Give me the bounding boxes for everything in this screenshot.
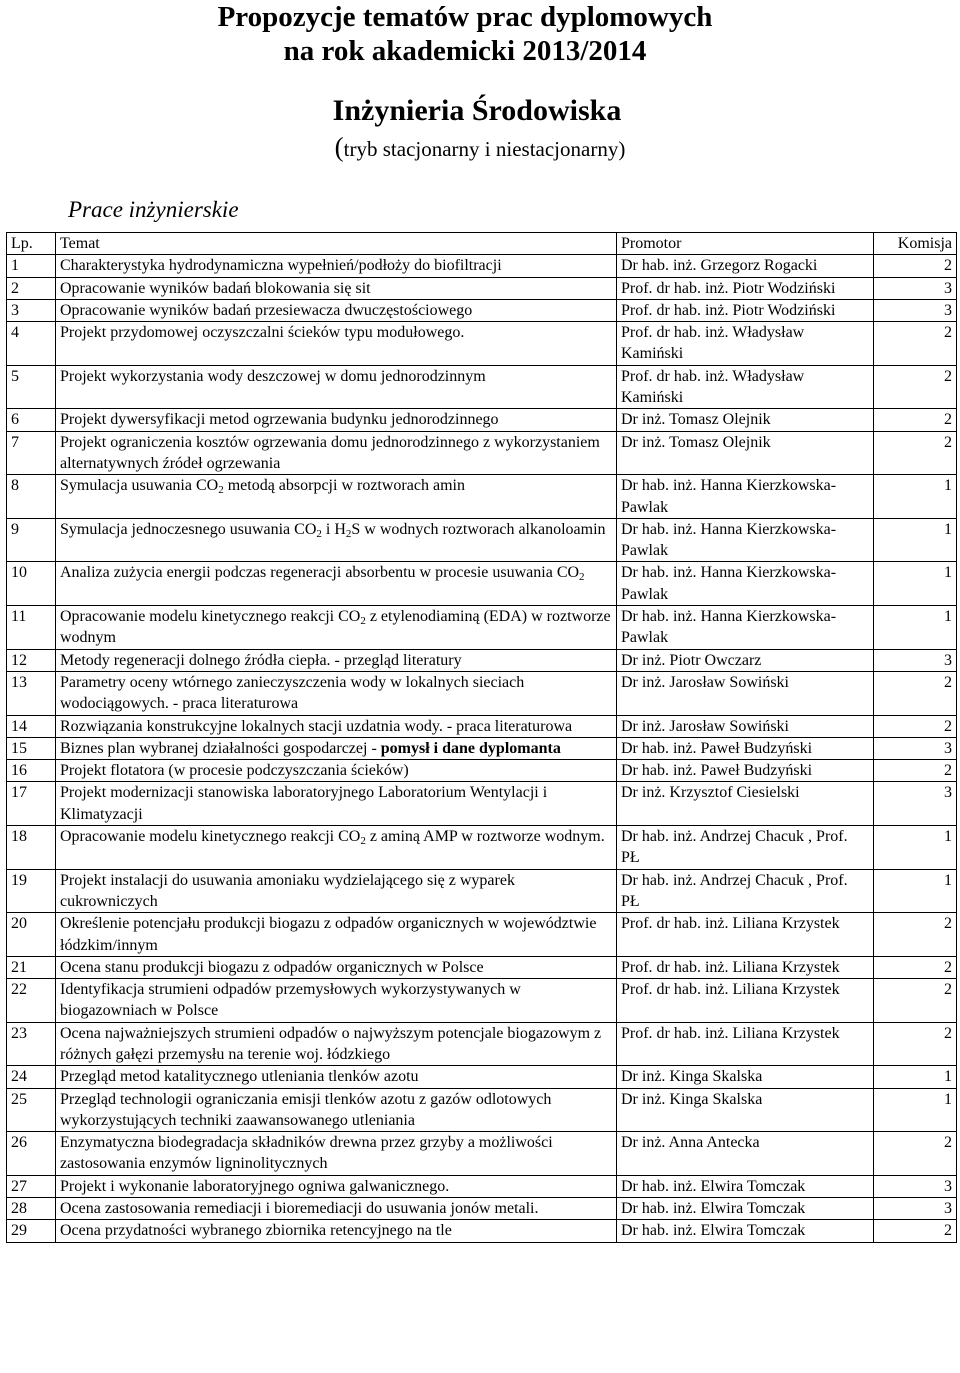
row-commission: 2 <box>874 1022 957 1066</box>
row-promotor: Prof. dr hab. inż. Piotr Wodziński <box>617 277 874 299</box>
row-commission: 1 <box>874 475 957 519</box>
row-lp: 22 <box>7 979 56 1023</box>
row-topic <box>56 562 617 606</box>
study-mode-paren: ( <box>334 132 344 162</box>
row-commission: 2 <box>874 913 957 957</box>
table-row <box>7 1066 957 1088</box>
row-lp: 19 <box>7 869 56 913</box>
row-topic: Przegląd metod katalitycznego utleniania tlenków azotu <box>56 1066 617 1088</box>
table-row <box>7 715 957 737</box>
table-row <box>7 1132 957 1176</box>
topic-part: metodą absorpcji w roztworach amin <box>223 477 465 495</box>
header-promotor: Promotor <box>617 233 874 255</box>
row-promotor: Prof. dr hab. inż. Liliana Krzystek <box>617 979 874 1023</box>
row-promotor: Prof. dr hab. inż. Liliana Krzystek <box>617 913 874 957</box>
subscript-2: 2 <box>360 835 366 848</box>
row-topic: Metody regeneracji dolnego źródła ciepła. - przegląd literatury <box>56 649 617 671</box>
table-row <box>7 826 957 870</box>
row-topic: Projekt flotatora (w procesie podczyszczania ścieków) <box>56 760 617 782</box>
row-promotor: Dr hab. inż. Elwira Tomczak <box>617 1175 874 1197</box>
topic-part: Opracowanie modelu kinetycznego reakcji CO <box>60 608 361 626</box>
topic-part: i H <box>321 520 346 538</box>
row-promotor: Prof. dr hab. inż. Piotr Wodziński <box>617 299 874 321</box>
row-lp: 25 <box>7 1088 56 1132</box>
row-promotor: Prof. dr hab. inż. Władysław Kamiński <box>617 322 874 366</box>
row-promotor: Dr inż. Jarosław Sowiński <box>617 715 874 737</box>
table-row <box>7 409 957 431</box>
row-commission: 1 <box>874 1088 957 1132</box>
row-commission: 3 <box>874 1175 957 1197</box>
row-lp: 12 <box>7 649 56 671</box>
row-promotor: Dr hab. inż. Paweł Budzyński <box>617 760 874 782</box>
table-row <box>7 1198 957 1220</box>
row-lp: 18 <box>7 826 56 870</box>
header-topic: Temat <box>56 233 617 255</box>
row-commission: 3 <box>874 737 957 759</box>
row-promotor: Dr hab. inż. Andrzej Chacuk , Prof. PŁ <box>617 826 874 870</box>
row-topic <box>56 826 617 870</box>
table-row <box>7 431 957 475</box>
row-promotor: Prof. dr hab. inż. Władysław Kamiński <box>617 365 874 409</box>
row-promotor: Dr hab. inż. Andrzej Chacuk , Prof. PŁ <box>617 869 874 913</box>
row-lp: 24 <box>7 1066 56 1088</box>
subscript-2: 2 <box>316 527 322 540</box>
row-topic <box>56 518 617 562</box>
row-promotor: Prof. dr hab. inż. Liliana Krzystek <box>617 956 874 978</box>
row-topic: Określenie potencjału produkcji biogazu z odpadów organicznych w województwie łódzkim/innym <box>56 913 617 957</box>
row-lp: 16 <box>7 760 56 782</box>
row-lp: 6 <box>7 409 56 431</box>
row-promotor: Dr inż. Kinga Skalska <box>617 1066 874 1088</box>
table-row <box>7 737 957 759</box>
row-lp: 26 <box>7 1132 56 1176</box>
row-commission: 3 <box>874 277 957 299</box>
table-row <box>7 760 957 782</box>
row-lp: 13 <box>7 671 56 715</box>
row-lp: 11 <box>7 606 56 650</box>
table-row <box>7 518 957 562</box>
row-commission: 3 <box>874 1198 957 1220</box>
topic-part: Opracowanie modelu kinetycznego reakcji CO <box>60 828 361 846</box>
row-commission: 2 <box>874 322 957 366</box>
table-row <box>7 956 957 978</box>
row-promotor: Dr hab. inż. Grzegorz Rogacki <box>617 255 874 277</box>
table-row <box>7 1220 957 1242</box>
row-topic <box>56 737 617 759</box>
row-topic: Projekt i wykonanie laboratoryjnego ogniwa galwanicznego. <box>56 1175 617 1197</box>
row-promotor: Dr hab. inż. Elwira Tomczak <box>617 1220 874 1242</box>
row-lp: 20 <box>7 913 56 957</box>
row-topic: Projekt instalacji do usuwania amoniaku wydzielającego się z wyparek cukrowniczych <box>56 869 617 913</box>
row-topic: Opracowanie wyników badań przesiewacza dwuczęstościowego <box>56 299 617 321</box>
study-mode <box>0 132 960 164</box>
row-commission: 2 <box>874 1132 957 1176</box>
row-commission: 1 <box>874 606 957 650</box>
topic-part: Symulacja jednoczesnego usuwania CO <box>60 520 317 538</box>
table-row <box>7 606 957 650</box>
row-promotor: Dr hab. inż. Hanna Kierzkowska-Pawlak <box>617 562 874 606</box>
row-topic: Ocena zastosowania remediacji i bioremediacji do usuwania jonów metali. <box>56 1198 617 1220</box>
table-body <box>7 255 957 1242</box>
row-promotor: Prof. dr hab. inż. Liliana Krzystek <box>617 1022 874 1066</box>
row-promotor: Dr inż. Kinga Skalska <box>617 1088 874 1132</box>
row-commission: 2 <box>874 956 957 978</box>
subscript-2: 2 <box>345 527 352 540</box>
topics-table <box>6 232 957 1243</box>
row-promotor: Dr inż. Piotr Owczarz <box>617 649 874 671</box>
row-commission: 1 <box>874 562 957 606</box>
row-lp: 8 <box>7 475 56 519</box>
row-topic: Identyfikacja strumieni odpadów przemysłowych wykorzystywanych w biogazowniach w Polsce <box>56 979 617 1023</box>
row-lp: 23 <box>7 1022 56 1066</box>
row-lp: 17 <box>7 782 56 826</box>
row-commission: 1 <box>874 1066 957 1088</box>
row-commission: 2 <box>874 671 957 715</box>
table-row <box>7 782 957 826</box>
topic-part: Biznes plan wybranej działalności gospodarczej - <box>60 739 381 757</box>
row-topic: Rozwiązania konstrukcyjne lokalnych stacji uzdatnia wody. - praca literaturowa <box>56 715 617 737</box>
row-promotor: Dr hab. inż. Elwira Tomczak <box>617 1198 874 1220</box>
row-promotor: Dr hab. inż. Paweł Budzyński <box>617 737 874 759</box>
row-commission: 3 <box>874 299 957 321</box>
row-lp: 4 <box>7 322 56 366</box>
table-row <box>7 255 957 277</box>
row-promotor: Dr hab. inż. Hanna Kierzkowska-Pawlak <box>617 475 874 519</box>
row-lp: 9 <box>7 518 56 562</box>
row-topic: Charakterystyka hydrodynamiczna wypełnień/podłoży do biofiltracji <box>56 255 617 277</box>
table-row <box>7 365 957 409</box>
row-topic: Projekt wykorzystania wody deszczowej w domu jednorodzinnym <box>56 365 617 409</box>
row-commission: 3 <box>874 782 957 826</box>
row-topic: Enzymatyczna biodegradacja składników drewna przez grzyby a możliwości zastosowania enzymów ligninolitycznych <box>56 1132 617 1176</box>
row-promotor: Dr hab. inż. Hanna Kierzkowska-Pawlak <box>617 606 874 650</box>
table-row <box>7 979 957 1023</box>
row-topic: Ocena najważniejszych strumieni odpadów o najwyższym potencjale biogazowym z różnych gałęzi przemysłu na terenie woj. łódzkiego <box>56 1022 617 1066</box>
row-commission: 3 <box>874 649 957 671</box>
row-topic: Projekt dywersyfikacji metod ogrzewania budynku jednorodzinnego <box>56 409 617 431</box>
table-row <box>7 277 957 299</box>
topic-part: z aminą AMP w roztworze wodnym. <box>365 828 605 846</box>
table-row <box>7 1088 957 1132</box>
thesis-category: Prace inżynierskie <box>68 197 239 222</box>
header-commission: Komisja <box>874 233 957 255</box>
row-lp: 21 <box>7 956 56 978</box>
row-commission: 2 <box>874 255 957 277</box>
topic-part: S w wodnych roztworach alkanoloamin <box>351 520 606 538</box>
row-topic: Ocena stanu produkcji biogazu z odpadów organicznych w Polsce <box>56 956 617 978</box>
topic-bold-part: pomysł i dane dyplomanta <box>380 739 561 757</box>
row-commission: 1 <box>874 826 957 870</box>
row-topic: Projekt przydomowej oczyszczalni ścieków typu modułowego. <box>56 322 617 366</box>
row-commission: 2 <box>874 715 957 737</box>
subscript-2: 2 <box>218 484 224 497</box>
table-row <box>7 671 957 715</box>
topic-part: Analiza zużycia energii podczas regeneracji absorbentu w procesie usuwania CO <box>60 564 580 582</box>
row-commission: 2 <box>874 409 957 431</box>
row-lp: 14 <box>7 715 56 737</box>
row-lp: 28 <box>7 1198 56 1220</box>
table-row <box>7 1175 957 1197</box>
header-lp: Lp. <box>7 233 56 255</box>
row-commission: 2 <box>874 1220 957 1242</box>
row-promotor: Dr inż. Krzysztof Ciesielski <box>617 782 874 826</box>
document-title-line1: Propozycje tematów prac dyplomowych <box>217 1 713 33</box>
row-promotor: Dr hab. inż. Hanna Kierzkowska-Pawlak <box>617 518 874 562</box>
row-lp: 7 <box>7 431 56 475</box>
topic-part: z etylenodiaminą (EDA) w roztworze wodnym <box>60 608 611 647</box>
row-topic: Projekt modernizacji stanowiska laboratoryjnego Laboratorium Wentylacji i Klimatyzacji <box>56 782 617 826</box>
row-commission: 2 <box>874 979 957 1023</box>
row-commission: 1 <box>874 518 957 562</box>
row-commission: 2 <box>874 431 957 475</box>
table-row <box>7 649 957 671</box>
row-lp: 10 <box>7 562 56 606</box>
table-row <box>7 1022 957 1066</box>
row-lp: 5 <box>7 365 56 409</box>
row-topic: Projekt ograniczenia kosztów ogrzewania domu jednorodzinnego z wykorzystaniem alternatywnych źródeł ogrzewania <box>56 431 617 475</box>
field-of-study: Inżynieria Środowiska <box>332 94 622 127</box>
table-header-row <box>7 233 957 255</box>
row-promotor: Dr inż. Jarosław Sowiński <box>617 671 874 715</box>
row-lp: 1 <box>7 255 56 277</box>
table-row <box>7 299 957 321</box>
row-topic: Opracowanie wyników badań blokowania się sit <box>56 277 617 299</box>
row-topic: Parametry oceny wtórnego zanieczyszczenia wody w lokalnych sieciach wodociągowych. - praca literaturowa <box>56 671 617 715</box>
table-row <box>7 475 957 519</box>
row-promotor: Dr inż. Tomasz Olejnik <box>617 431 874 475</box>
row-topic: Ocena przydatności wybranego zbiornika retencyjnego na tle <box>56 1220 617 1242</box>
row-lp: 2 <box>7 277 56 299</box>
row-lp: 3 <box>7 299 56 321</box>
row-lp: 29 <box>7 1220 56 1242</box>
row-lp: 27 <box>7 1175 56 1197</box>
row-lp: 15 <box>7 737 56 759</box>
table-row <box>7 562 957 606</box>
row-commission: 2 <box>874 365 957 409</box>
study-mode-text: tryb stacjonarny i niestacjonarny) <box>343 137 626 161</box>
table-row <box>7 869 957 913</box>
subscript-2: 2 <box>360 615 366 628</box>
table-row <box>7 322 957 366</box>
row-topic: Przegląd technologii ograniczania emisji tlenków azotu z gazów odlotowych wykorzystujących techniki zaawansowanego utleniania <box>56 1088 617 1132</box>
row-commission: 1 <box>874 869 957 913</box>
table-row <box>7 913 957 957</box>
row-topic <box>56 475 617 519</box>
row-promotor: Dr inż. Anna Antecka <box>617 1132 874 1176</box>
document-title-line2: na rok akademicki 2013/2014 <box>283 35 647 67</box>
row-topic <box>56 606 617 650</box>
topic-part: Symulacja usuwania CO <box>60 477 219 495</box>
row-promotor: Dr inż. Tomasz Olejnik <box>617 409 874 431</box>
row-commission: 2 <box>874 760 957 782</box>
subscript-2: 2 <box>579 571 585 584</box>
